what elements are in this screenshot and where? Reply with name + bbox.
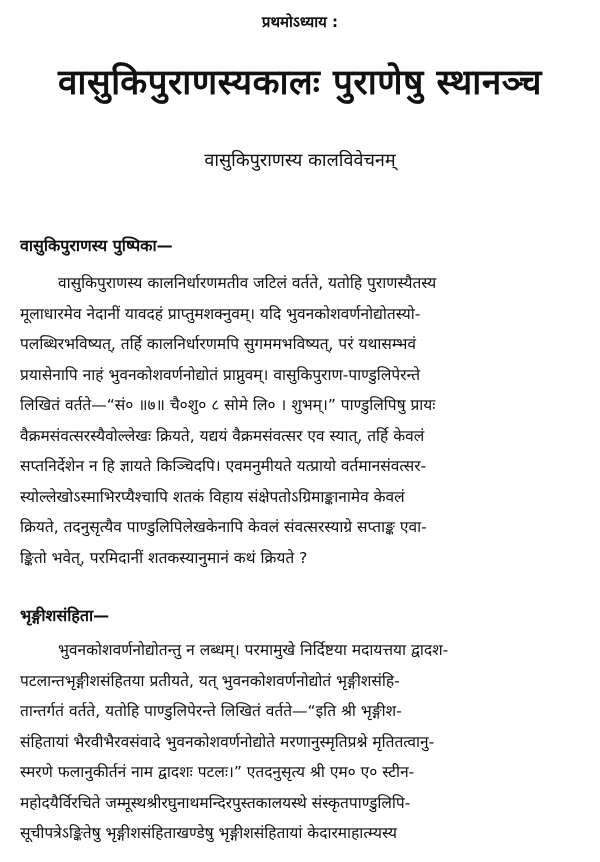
paragraph-pushpika [20, 268, 580, 573]
section-heading-pushpika: वासुकिपुराणस्य पुष्पिका— [20, 236, 173, 255]
page-subtitle: वासुकिपुराणस्य कालविवेचनम् [204, 150, 396, 171]
text-line: भुवनकोशवर्णनोद्योतन्तु न लब्धम्। परमामुखे निर्दिष्टया मदायत्तया द्वादश- [58, 641, 449, 659]
text-line: लिखितं वर्तते—“सं० ॥७॥ चै०शु० ८ सोमे लि० । शुभम्।” पाण्डुलिपिषु प्रायः [20, 396, 436, 414]
text-line: प्रयासेनापि नाहं भुवनकोशवर्णनोद्योतं प्राप्नुवम्। वासुकिपुराण-पाण्डुलिपेरन्ते [20, 365, 421, 384]
text-line: सप्तनिर्देशेन न हि ज्ञायते किञ्चिदपि। एवमनुमीयते यत्प्रायो वर्तमानसंवत्सर- [20, 457, 427, 475]
text-line: तान्तर्गतं वर्तते, यतोहि पाण्डुलिपेरन्ते लिखितं वर्तते—“इति श्री भृङ्गीश- [20, 702, 402, 720]
text-line: ङ्कितो भवेत्, परमिदानीं शतकस्यानुमानं कथं क्रियते ? [20, 548, 308, 567]
paragraph-bhringisha-samhita [20, 635, 580, 849]
text-line: क्रियते, तदनुसृत्यैव पाण्डुलिपिलेखकेनापि केवलं संवत्सरस्याग्रे सप्ताङ्क एवा- [20, 518, 427, 536]
section-heading-bhringisha-samhita: भृङ्गीशसंहिता— [20, 606, 110, 625]
text-line: वासुकिपुराणस्य कालनिर्धारणमतीव जटिलं वर्तते, यतोहि पुराणस्यैतस्य [58, 274, 437, 292]
page-title: वासुकिपुराणस्यकालः पुराणेषु स्थानञ्च [57, 63, 543, 103]
text-line: स्योल्लेखोऽस्माभिरप्यैश्चापि शतकं विहाय संक्षेपतोऽग्रिमाङ्कानामेव केवलं [20, 487, 405, 506]
text-line: पटलान्तभृङ्गीशसंहितया प्रतीयते, यत् भुवनकोशवर्णनोद्योतं भृङ्गीशसंहि- [20, 671, 400, 690]
chapter-label: प्रथमोऽध्याय : [261, 13, 339, 31]
text-line: महोदयैर्विरचिते जम्मूस्थश्रीरघुनाथमन्दिरपुस्तकालयस्थे संस्कृतपाण्डुलिपि- [20, 793, 411, 812]
text-line: पलब्धिरभविष्यत्, तर्हि कालनिर्धारणमपि सुगममभविष्यत्, परं यथासम्भवं [20, 335, 417, 353]
text-line: संहितायां भैरवीभैरवसंवादे भुवनकोशवर्णनोद्योते मरणानुस्मृतिप्रश्ने मृतितत्वानु- [20, 732, 435, 751]
text-line: मूलाधारमेव नेदानीं यावदहं प्राप्तुमशक्नुवम्। यदि भुवनकोशवर्णनोद्योतस्यो- [20, 304, 421, 323]
text-line: वैक्रमसंवत्सरस्यैवोल्लेखः क्रियते, यद्ययं वैक्रमसंवत्सर एव स्यात्, तर्हि केवलं [20, 426, 425, 445]
text-line: स्मरणे फलानुकीर्तनं नाम द्वादशः पटलः।” एतदनुसृत्य श्री एम० ए० स्टीन- [20, 763, 415, 781]
text-line: सूचीपत्रेऽङ्कितेषु भृङ्गीशसंहिताखण्डेषु भृङ्गीशसंहितायां केदारमाहात्म्यस्य [20, 824, 398, 842]
